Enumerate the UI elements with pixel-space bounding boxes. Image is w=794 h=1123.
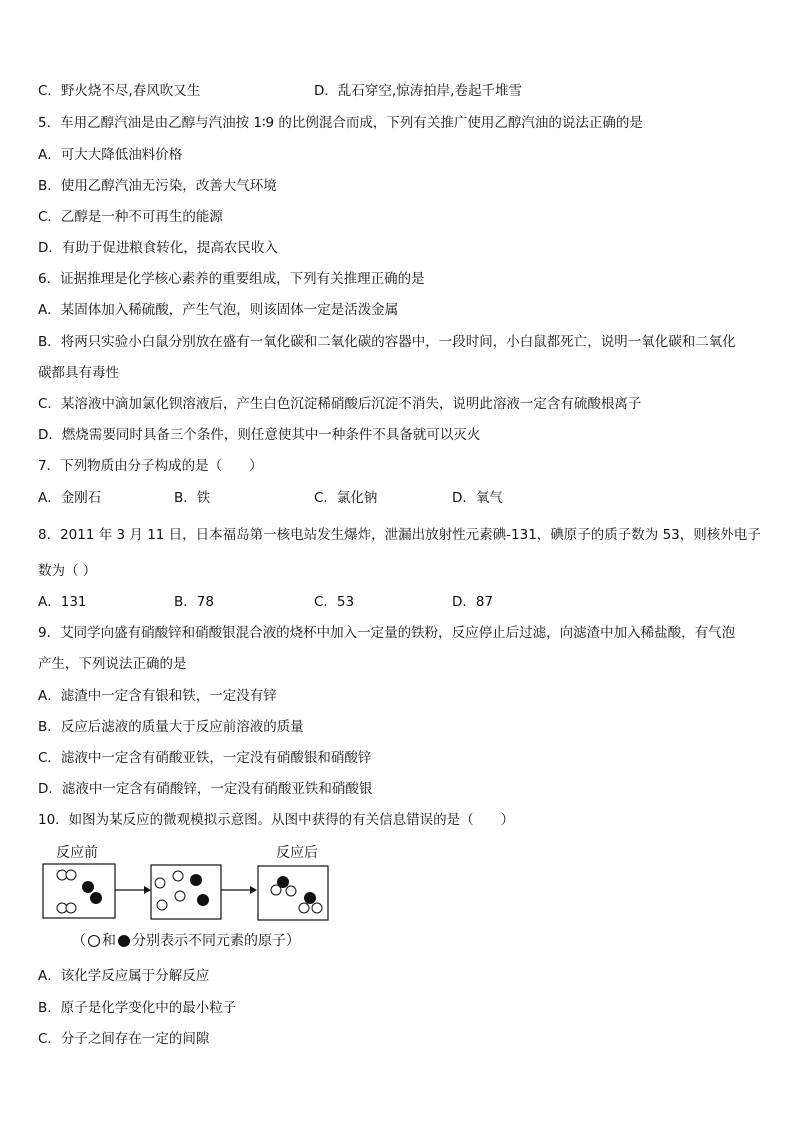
q10-stem: 10．如图为某反应的微观模拟示意图。从图中获得的有关信息错误的是（ ） — [38, 812, 515, 828]
black-atom — [82, 881, 94, 893]
q8-stem-line1: 8．2011 年 3 月 11 日，日本福岛第一核电站发生爆炸，泄漏出放射性元素碘-131，碘原子的质子数为 53，则核外电子 — [38, 527, 761, 543]
q10-option-c: C．分子之间存在一定的间隙 — [38, 1031, 210, 1047]
q5-option-d: D．有助于促进粮食转化，提高农民收入 — [38, 240, 278, 256]
q7-stem: 7．下列物质由分子构成的是（ ） — [38, 458, 263, 474]
black-atom — [190, 874, 202, 886]
white-circle-icon — [87, 934, 101, 948]
white-atom — [286, 886, 296, 896]
caption-open-paren: （ — [72, 933, 86, 949]
arrow-head-icon — [250, 886, 257, 894]
white-atom — [312, 903, 322, 913]
caption-text: 分别表示不同元素的原子） — [132, 933, 300, 949]
black-atom — [197, 894, 209, 906]
q10-option-a: A．该化学反应属于分解反应 — [38, 968, 210, 984]
q5-option-b: B．使用乙醇汽油无污染，改善大气环境 — [38, 178, 277, 194]
white-atom — [66, 870, 76, 880]
caption-and: 和 — [102, 933, 116, 949]
q8-stem-line2: 数为（ ） — [38, 563, 97, 579]
white-atom — [155, 878, 165, 888]
white-atom — [271, 885, 281, 895]
q7-option-d: D．氧气 — [452, 490, 503, 506]
q6-option-a: A．某固体加入稀硫酸，产生气泡，则该固体一定是活泼金属 — [38, 302, 399, 318]
before-box — [43, 864, 115, 918]
q9-option-c: C．滤液中一定含有硝酸亚铁，一定没有硝酸银和硝酸锌 — [38, 750, 372, 766]
reaction-micro-diagram — [38, 842, 338, 922]
q6-option-b-line1: B．将两只实验小白鼠分别放在盛有一氧化碳和二氧化碳的容器中，一段时间，小白鼠都死亡，说明一氧化碳和二氧化 — [38, 334, 736, 350]
q7-option-a: A．金刚石 — [38, 490, 102, 506]
middle-box — [151, 865, 221, 919]
q7-option-c: C．氯化钠 — [314, 490, 378, 506]
q8-option-c: C．53 — [314, 594, 355, 610]
white-atom — [157, 900, 167, 910]
atom-legend-caption — [72, 932, 300, 950]
q5-option-a: A．可大大降低油料价格 — [38, 147, 183, 163]
q5-stem: 5．车用乙醇汽油是由乙醇与汽油按 1∶9 的比例混合而成，下列有关推广使用乙醇汽油的说法正确的是 — [38, 115, 643, 131]
q10-option-b: B．原子是化学变化中的最小粒子 — [38, 1000, 237, 1016]
q9-option-b: B．反应后滤液的质量大于反应前溶液的质量 — [38, 719, 304, 735]
q9-option-d: D．滤液中一定含有硝酸锌，一定没有硝酸亚铁和硝酸银 — [38, 781, 373, 797]
q6-option-d: D．燃烧需要同时具备三个条件，则任意使其中一种条件不具备就可以灭火 — [38, 427, 481, 443]
q8-option-b: B．78 — [174, 594, 214, 610]
q9-stem-line1: 9．艾同学向盛有硝酸锌和硝酸银混合液的烧杯中加入一定量的铁粉，反应停止后过滤，向滤渣中加入稀盐酸，有气泡 — [38, 625, 736, 641]
q6-option-c: C．某溶液中滴加氯化钡溶液后，产生白色沉淀稀硝酸后沉淀不消失，说明此溶液一定含有硫酸根离子 — [38, 396, 642, 412]
white-atom — [66, 903, 76, 913]
black-atom — [304, 892, 316, 904]
white-atom — [173, 871, 183, 881]
q7-option-b: B．铁 — [174, 490, 211, 506]
black-circle-icon — [117, 934, 131, 948]
q6-stem: 6．证据推理是化学核心素养的重要组成，下列有关推理正确的是 — [38, 271, 425, 287]
q6-option-b-line2: 碳都具有毒性 — [38, 365, 119, 381]
q8-option-a: A．131 — [38, 594, 87, 610]
label-after-reaction: 反应后 — [276, 845, 318, 861]
q5-option-c: C．乙醇是一种不可再生的能源 — [38, 209, 223, 225]
q4-option-c: C．野火烧不尽,春风吹又生 — [38, 83, 201, 99]
q4-option-d: D．乱石穿空,惊涛拍岸,卷起千堆雪 — [314, 83, 522, 99]
q9-option-a: A．滤渣中一定含有银和铁，一定没有锌 — [38, 688, 277, 704]
white-atom — [299, 903, 309, 913]
q9-stem-line2: 产生，下列说法正确的是 — [38, 656, 187, 672]
q8-option-d: D．87 — [452, 594, 494, 610]
label-before-reaction: 反应前 — [56, 845, 98, 861]
arrow-head-icon — [144, 886, 151, 894]
black-atom — [90, 892, 102, 904]
white-atom — [175, 891, 185, 901]
